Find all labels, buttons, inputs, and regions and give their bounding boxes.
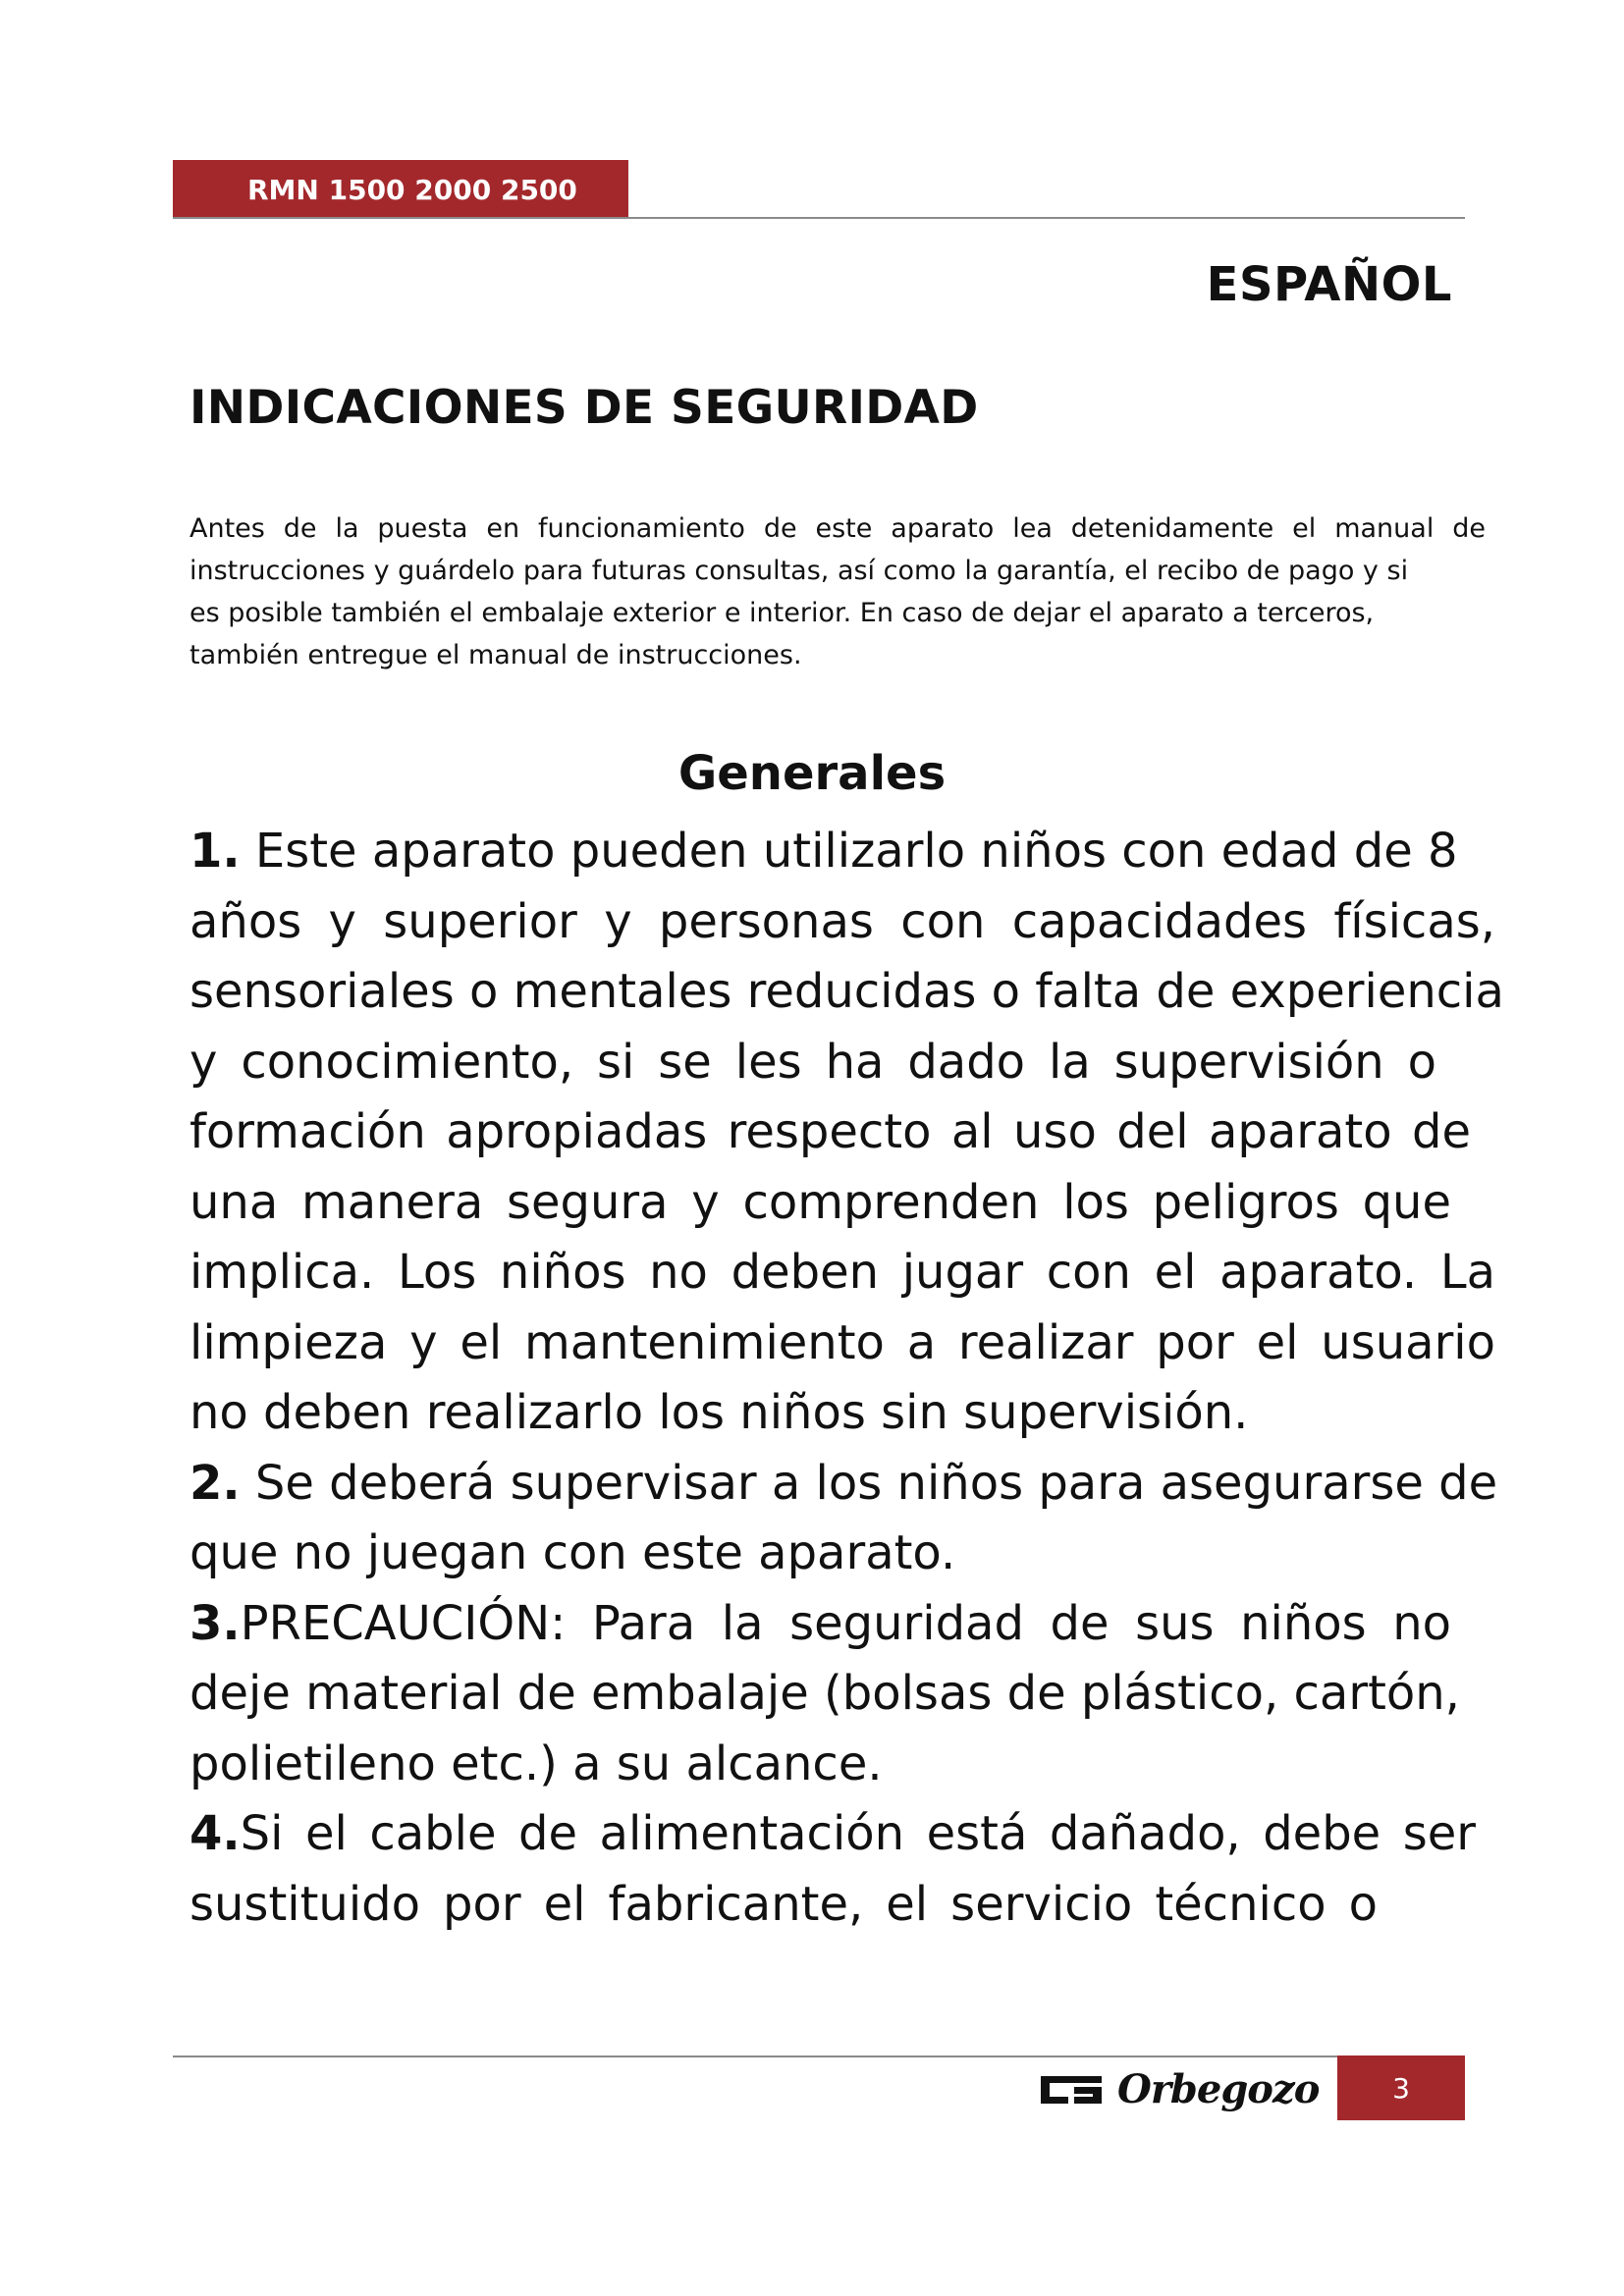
list-item-line: que no juegan con este aparato. [189, 1525, 956, 1580]
intro-line: instrucciones y guárdelo para futuras consultas, así como la garantía, el recibo de pago y si [189, 556, 1409, 586]
header-model-label: RMN 1500 2000 2500 [247, 173, 577, 206]
safety-list [189, 817, 1504, 1940]
item-text: Se deberá supervisar a los niños para asegurarse de [240, 1455, 1498, 1511]
header-rule [173, 217, 1465, 219]
intro-line: Antes de la puesta en funcionamiento de este aparato lea detenidamente el manual de [189, 513, 1486, 544]
list-item-line: no deben realizarlo los niños sin supervisión. [189, 1385, 1249, 1440]
list-item-line: limpieza y el mantenimiento a realizar por el usuario [189, 1314, 1495, 1370]
list-item-line: una manera segura y comprenden los peligros que [189, 1174, 1451, 1230]
section-title: Generales [677, 746, 947, 801]
page-number-box [1337, 2056, 1465, 2120]
item-number: 2. [189, 1455, 241, 1511]
item-text: Este aparato pueden utilizarlo niños con edad de 8 [240, 824, 1458, 879]
footer-rule [173, 2056, 1465, 2057]
item-number: 3. [189, 1595, 241, 1651]
list-item-line: polietileno etc.) a su alcance. [189, 1735, 883, 1791]
intro-paragraph [189, 507, 1486, 676]
intro-line: es posible también el embalaje exterior e interior. En caso de dejar el aparato a terceros, [189, 598, 1375, 628]
item-text: PRECAUCIÓN: Para la seguridad de sus niños no [240, 1595, 1451, 1651]
list-item-line: y conocimiento, si se les ha dado la supervisión o [189, 1034, 1436, 1090]
brand-logo [1039, 2059, 1333, 2118]
list-item-line: implica. Los niños no deben jugar con el aparato. La [189, 1245, 1495, 1300]
brand-name: Orbegozo [1117, 2065, 1320, 2112]
item-number: 4. [189, 1806, 241, 1861]
item-number: 1. [189, 824, 241, 879]
list-item-line [189, 817, 1495, 887]
list-item-line [189, 1589, 1451, 1660]
list-item-line: sensoriales o mentales reducidas o falta de experiencia [189, 964, 1504, 1019]
list-item-line: años y superior y personas con capacidades físicas, [189, 893, 1495, 949]
list-item-line [189, 1449, 1498, 1520]
page-number: 3 [1392, 2071, 1410, 2105]
brand-mark-icon [1039, 2072, 1104, 2106]
item-text: Si el cable de alimentación está dañado, debe ser [240, 1806, 1476, 1861]
page-title: INDICACIONES DE SEGURIDAD [189, 381, 979, 435]
intro-line: también entregue el manual de instrucciones. [189, 640, 802, 670]
list-item-line [189, 1799, 1476, 1870]
list-item-line: sustituido por el fabricante, el servicio técnico o [189, 1876, 1378, 1932]
header-model-bar [173, 160, 628, 219]
list-item-line: formación apropiadas respecto al uso del aparato de [189, 1104, 1471, 1159]
list-item-line: deje material de embalaje (bolsas de plástico, cartón, [189, 1666, 1460, 1721]
language-label: ESPAÑOL [1206, 257, 1452, 312]
